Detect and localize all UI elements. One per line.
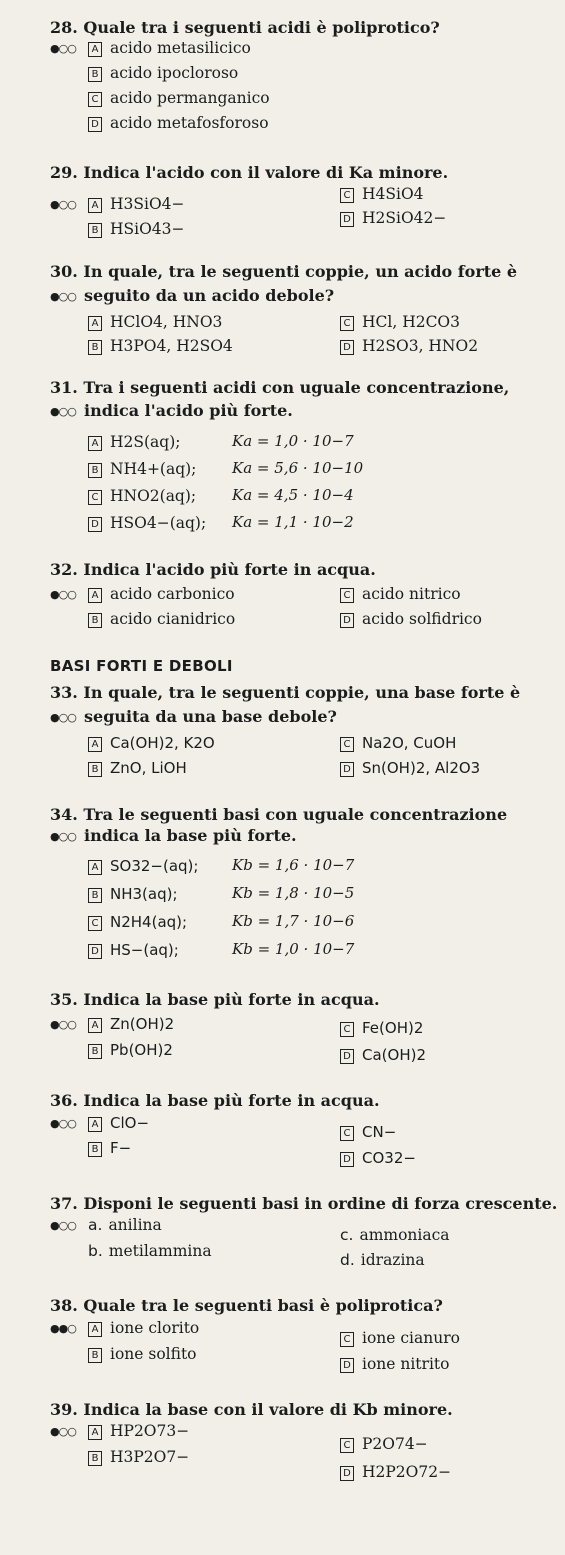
q33-option-d[interactable] — [340, 758, 480, 778]
q39-option-a[interactable] — [88, 1421, 189, 1441]
option-letter: A — [88, 42, 102, 57]
q34-option-a[interactable] — [88, 856, 198, 876]
q30-option-d[interactable] — [340, 336, 478, 356]
option-letter: D — [88, 117, 102, 132]
option-text: acido cianidrico — [110, 610, 236, 628]
option-letter: D — [88, 944, 102, 959]
option-letter: A — [88, 1117, 102, 1132]
question-31-title: 31. Tra i seguenti acidi con uguale concentrazione, — [50, 378, 510, 397]
q34-option-b[interactable] — [88, 884, 178, 904]
question-38-title: 38. Quale tra le seguenti basi è poliprotica? — [50, 1296, 443, 1315]
difficulty-dots: ●○○ — [50, 198, 76, 211]
q32-option-d[interactable] — [340, 609, 482, 629]
q38-option-c[interactable] — [340, 1328, 460, 1348]
option-letter: D — [340, 762, 354, 777]
difficulty-dots: ●○○ — [50, 830, 76, 843]
question-36-title: 36. Indica la base più forte in acqua. — [50, 1091, 380, 1110]
q35-option-d[interactable] — [340, 1045, 426, 1065]
option-letter: A — [88, 1018, 102, 1033]
q28-option-c[interactable] — [88, 88, 270, 108]
option-letter: B — [88, 1142, 102, 1157]
option-formula: H3P2O7− — [110, 1448, 190, 1466]
difficulty-dots: ●○○ — [50, 1117, 76, 1130]
option-letter: C — [88, 490, 102, 505]
option-text: acido metasilicico — [110, 39, 251, 57]
q36-option-b[interactable] — [88, 1138, 131, 1158]
option-formula: H2SO3, HNO2 — [362, 337, 479, 355]
q31-option-d[interactable] — [88, 513, 206, 533]
option-letter: B — [88, 1044, 102, 1059]
q35-option-c[interactable] — [340, 1018, 423, 1038]
q37-item-c — [340, 1225, 450, 1245]
acid-constant: Ka = 4,5 · 10−4 — [232, 486, 354, 504]
option-letter: A — [88, 1322, 102, 1337]
base-constant: Kb = 1,6 · 10−7 — [232, 856, 355, 874]
option-text: ione clorito — [110, 1319, 200, 1337]
question-33-title-cont: seguita da una base debole? — [84, 707, 337, 726]
option-letter: B — [88, 762, 102, 777]
question-32-title: 32. Indica l'acido più forte in acqua. — [50, 560, 376, 579]
q34-option-c[interactable] — [88, 912, 187, 932]
difficulty-dots: ●●○ — [50, 1322, 76, 1335]
option-letter: A — [88, 198, 102, 213]
option-formula: HP2O73− — [110, 1422, 190, 1440]
q34-option-d[interactable] — [88, 940, 179, 960]
q37-item-b — [88, 1241, 212, 1261]
q29-option-c[interactable] — [340, 184, 424, 204]
difficulty-dots: ●○○ — [50, 588, 76, 601]
option-letter: A — [88, 1425, 102, 1440]
question-31-title-cont: indica l'acido più forte. — [84, 401, 293, 420]
option-letter: B — [88, 1348, 102, 1363]
option-letter: C — [340, 737, 354, 752]
q39-option-c[interactable] — [340, 1434, 428, 1454]
difficulty-dots: ●○○ — [50, 711, 76, 724]
q28-option-b[interactable] — [88, 63, 238, 83]
option-formula: F− — [110, 1139, 132, 1157]
q37-item-a — [88, 1215, 162, 1235]
q38-option-d[interactable] — [340, 1354, 449, 1374]
option-letter: B — [88, 888, 102, 903]
option-formula: HS−(aq); — [110, 941, 179, 959]
q38-option-b[interactable] — [88, 1344, 197, 1364]
question-30-title: 30. In quale, tra le seguenti coppie, un acido forte è — [50, 262, 518, 281]
base-constant: Kb = 1,7 · 10−6 — [232, 912, 355, 930]
q29-option-a[interactable] — [88, 194, 185, 214]
option-formula: Fe(OH)2 — [362, 1019, 424, 1037]
option-formula: HSO4−(aq); — [110, 514, 207, 532]
option-text: acido carbonico — [110, 585, 235, 603]
option-letter: B — [88, 223, 102, 238]
option-letter: B — [88, 1451, 102, 1466]
option-letter: B — [88, 67, 102, 82]
difficulty-dots: ●○○ — [50, 42, 76, 55]
q37-item-d — [340, 1250, 425, 1270]
option-formula: NH3(aq); — [110, 885, 178, 903]
option-letter: C — [340, 588, 354, 603]
option-letter: D — [340, 340, 354, 355]
item-text: anilina — [108, 1216, 162, 1234]
difficulty-dots: ●○○ — [50, 1219, 76, 1232]
q31-option-b[interactable] — [88, 459, 196, 479]
option-letter: C — [340, 1022, 354, 1037]
option-letter: D — [340, 1358, 354, 1373]
option-text: ione cianuro — [362, 1329, 460, 1347]
option-letter: D — [340, 212, 354, 227]
option-letter: C — [340, 1126, 354, 1141]
q35-option-b[interactable] — [88, 1040, 173, 1060]
question-37-title: 37. Disponi le seguenti basi in ordine di forza crescente. — [50, 1194, 558, 1213]
item-letter: a. — [88, 1216, 103, 1234]
q35-option-a[interactable] — [88, 1014, 174, 1034]
option-letter: C — [340, 1332, 354, 1347]
difficulty-dots: ●○○ — [50, 1425, 76, 1438]
q39-option-d[interactable] — [340, 1462, 451, 1482]
option-formula: H3PO4, H2SO4 — [110, 337, 233, 355]
option-letter: C — [88, 916, 102, 931]
option-letter: B — [88, 463, 102, 478]
q33-option-c[interactable] — [340, 733, 456, 753]
option-letter: D — [88, 517, 102, 532]
difficulty-dots: ●○○ — [50, 1018, 76, 1031]
option-formula: Na2O, CuOH — [362, 734, 457, 752]
option-letter: D — [340, 1152, 354, 1167]
option-letter: C — [340, 316, 354, 331]
q30-option-a[interactable] — [88, 312, 222, 332]
option-letter: D — [340, 1049, 354, 1064]
base-constant: Kb = 1,8 · 10−5 — [232, 884, 355, 902]
option-letter: B — [88, 340, 102, 355]
item-letter: b. — [88, 1242, 103, 1260]
q38-option-a[interactable] — [88, 1318, 199, 1338]
q32-option-c[interactable] — [340, 584, 461, 604]
option-formula: CN− — [362, 1123, 397, 1141]
option-letter: A — [88, 316, 102, 331]
option-text: acido ipocloroso — [110, 64, 239, 82]
option-formula: H2P2O72− — [362, 1463, 452, 1481]
q36-option-a[interactable] — [88, 1113, 149, 1133]
option-formula: H2SiO42− — [362, 209, 447, 227]
question-30-title-cont: seguito da un acido debole? — [84, 286, 335, 305]
option-formula: Sn(OH)2, Al2O3 — [362, 759, 481, 777]
q30-option-b[interactable] — [88, 336, 233, 356]
option-letter: C — [340, 1438, 354, 1453]
item-text: idrazina — [360, 1251, 425, 1269]
q32-option-b[interactable] — [88, 609, 235, 629]
option-formula: P2O74− — [362, 1435, 428, 1453]
option-text: ione nitrito — [362, 1355, 450, 1373]
question-35-title: 35. Indica la base più forte in acqua. — [50, 990, 380, 1009]
option-text: acido solfidrico — [362, 610, 482, 628]
option-formula: Ca(OH)2, K2O — [110, 734, 215, 752]
item-letter: c. — [340, 1226, 354, 1244]
item-text: metilammina — [108, 1242, 212, 1260]
q29-option-b[interactable] — [88, 219, 185, 239]
question-39-title: 39. Indica la base con il valore di Kb minore. — [50, 1400, 453, 1419]
option-text: acido nitrico — [362, 585, 461, 603]
option-letter: D — [340, 1466, 354, 1481]
option-text: acido metafosforoso — [110, 114, 269, 132]
base-constant: Kb = 1,0 · 10−7 — [232, 940, 355, 958]
option-formula: H4SiO4 — [362, 185, 424, 203]
q28-option-d[interactable] — [88, 113, 269, 133]
acid-constant: Ka = 1,1 · 10−2 — [232, 513, 354, 531]
option-formula: N2H4(aq); — [110, 913, 188, 931]
option-letter: A — [88, 737, 102, 752]
question-28-title: 28. Quale tra i seguenti acidi è poliprotico? — [50, 18, 440, 37]
option-letter: A — [88, 588, 102, 603]
q31-option-c[interactable] — [88, 486, 196, 506]
option-formula: ClO− — [110, 1114, 150, 1132]
item-text: ammoniaca — [359, 1226, 450, 1244]
q29-option-d[interactable] — [340, 208, 446, 228]
option-letter: C — [340, 188, 354, 203]
option-letter: A — [88, 860, 102, 875]
option-formula: Ca(OH)2 — [362, 1046, 426, 1064]
question-34-title: 34. Tra le seguenti basi con uguale concentrazione — [50, 805, 508, 824]
q30-option-c[interactable] — [340, 312, 460, 332]
q33-option-a[interactable] — [88, 733, 215, 753]
section-heading: BASI FORTI E DEBOLI — [50, 657, 233, 675]
option-formula: H3SiO4− — [110, 195, 185, 213]
question-29-title: 29. Indica l'acido con il valore di Ka minore. — [50, 163, 449, 182]
q31-option-a[interactable] — [88, 432, 180, 452]
option-formula: ZnO, LiOH — [110, 759, 187, 777]
difficulty-dots: ●○○ — [50, 405, 76, 418]
option-text: acido permanganico — [110, 89, 270, 107]
option-formula: H2S(aq); — [110, 433, 181, 451]
option-formula: NH4+(aq); — [110, 460, 197, 478]
q39-option-b[interactable] — [88, 1447, 189, 1467]
option-formula: Zn(OH)2 — [110, 1015, 175, 1033]
option-formula: HClO4, HNO3 — [110, 313, 223, 331]
option-text: ione solfito — [110, 1345, 197, 1363]
question-33-title: 33. In quale, tra le seguenti coppie, una base forte è — [50, 683, 521, 702]
acid-constant: Ka = 1,0 · 10−7 — [232, 432, 354, 450]
option-formula: HNO2(aq); — [110, 487, 197, 505]
q28-option-a[interactable] — [88, 38, 251, 58]
q36-option-d[interactable] — [340, 1148, 416, 1168]
question-34-title-cont: indica la base più forte. — [84, 826, 297, 845]
option-letter: A — [88, 436, 102, 451]
acid-constant: Ka = 5,6 · 10−10 — [232, 459, 364, 477]
q33-option-b[interactable] — [88, 758, 187, 778]
option-letter: C — [88, 92, 102, 107]
option-letter: D — [340, 613, 354, 628]
item-letter: d. — [340, 1251, 355, 1269]
q32-option-a[interactable] — [88, 584, 235, 604]
option-formula: HSiO43− — [110, 220, 185, 238]
option-letter: B — [88, 613, 102, 628]
option-formula: CO32− — [362, 1149, 416, 1167]
option-formula: Pb(OH)2 — [110, 1041, 173, 1059]
difficulty-dots: ●○○ — [50, 290, 76, 303]
q36-option-c[interactable] — [340, 1122, 396, 1142]
option-formula: SO32−(aq); — [110, 857, 199, 875]
option-formula: HCl, H2CO3 — [362, 313, 460, 331]
